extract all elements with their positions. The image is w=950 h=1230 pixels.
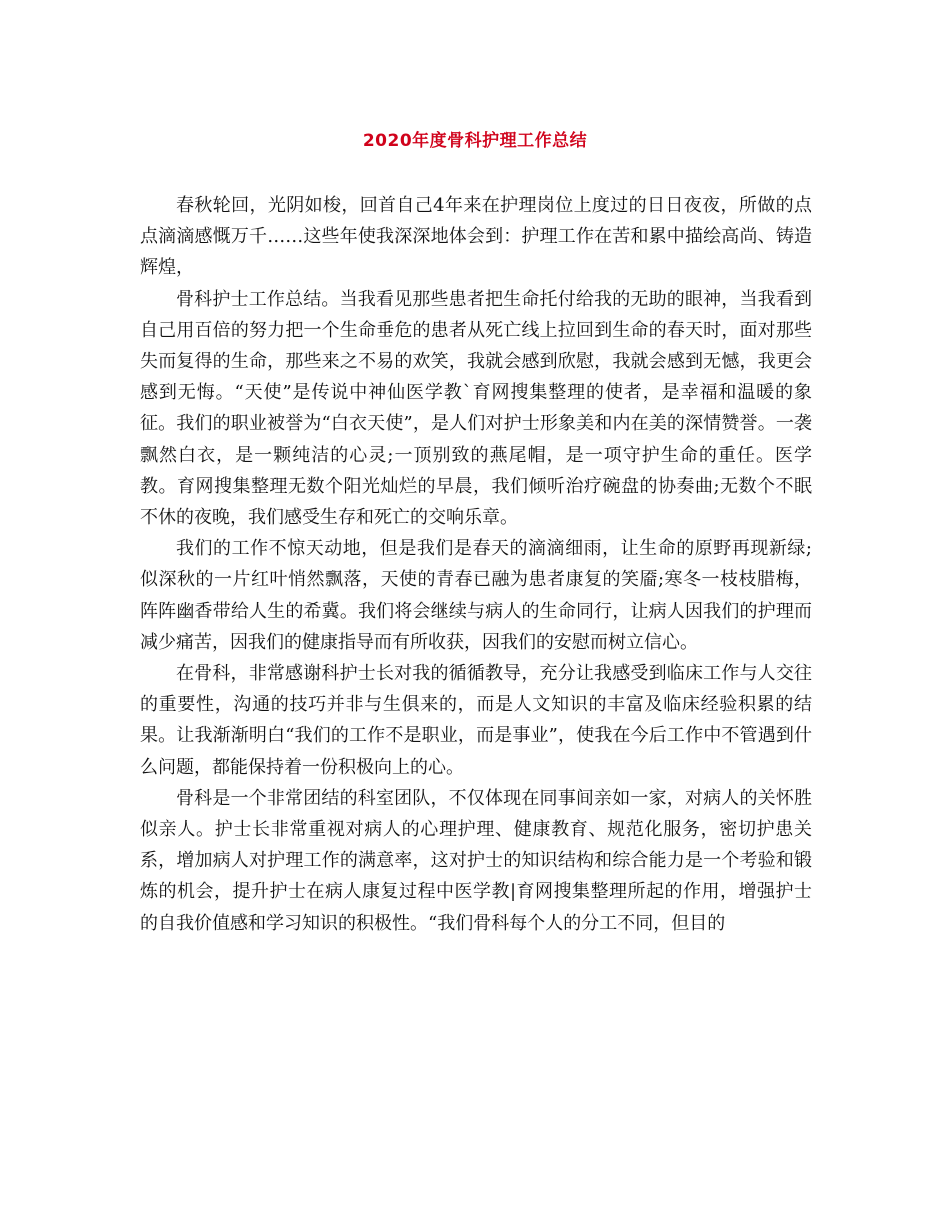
- document-body: [140, 190, 812, 939]
- paragraph-1: 春秋轮回，光阴如梭，回首自己4年来在护理岗位上度过的日日夜夜，所做的点点滴滴感慨万千……这些年使我深深地体会到：护理工作在苦和累中描绘高尚、铸造辉煌，: [140, 195, 812, 279]
- paragraph-5: 骨科是一个非常团结的科室团队，不仅体现在同事间亲如一家，对病人的关怀胜似亲人。护士长非常重视对病人的心理护理、健康教育、规范化服务，密切护患关系，增加病人对护理工作的满意率，这对护士的知识结构和综合能力是一个考验和锻炼的机会，提升护士在病人康复过程中医学教|育网搜集整理所起的作用，增强护士的自我价值感和学习知识的积极性。“我们骨科每个人的分工不同，但目的: [140, 787, 812, 934]
- paragraph-2: 骨科护士工作总结。当我看见那些患者把生命托付给我的无助的眼神，当我看到自己用百倍的努力把一个生命垂危的患者从死亡线上拉回到生命的春天时，面对那些失而复得的生命，那些来之不易的欢笑，我就会感到欣慰，我就会感到无憾，我更会感到无悔。“天使”是传说中神仙医学教`育网搜集整理的使者，是幸福和温暖的象征。我们的职业被誉为“白衣天使”，是人们对护士形象美和内在美的深情赞誉。一袭飘然白衣，是一颗纯洁的心灵;一顶别致的燕尾帽，是一项守护生命的重任。医学教。育网搜集整理无数个阳光灿烂的早晨，我们倾听治疗碗盘的协奏曲;无数个不眠不休的夜晚，我们感受生存和死亡的交响乐章。: [140, 288, 812, 529]
- paragraph-4: 在骨科，非常感谢科护士长对我的循循教导，充分让我感受到临床工作与人交往的重要性，沟通的技巧并非与生俱来的，而是人文知识的丰富及临床经验积累的结果。让我渐渐明白“我们的工作不是职业，而是事业”，使我在今后工作中不管遇到什么问题，都能保持着一份积极向上的心。: [140, 663, 812, 778]
- paragraph-3: 我们的工作不惊天动地，但是我们是春天的滴滴细雨，让生命的原野再现新绿;似深秋的一片红叶悄然飘落，天使的青春已融为患者康复的笑靥;寒冬一枝枝腊梅，阵阵幽香带给人生的希冀。我们将会继续与病人的生命同行，让病人因我们的护理而减少痛苦，因我们的健康指导而有所收获，因我们的安慰而树立信心。: [140, 538, 812, 653]
- document-title: 2020年度骨科护理工作总结: [362, 131, 588, 151]
